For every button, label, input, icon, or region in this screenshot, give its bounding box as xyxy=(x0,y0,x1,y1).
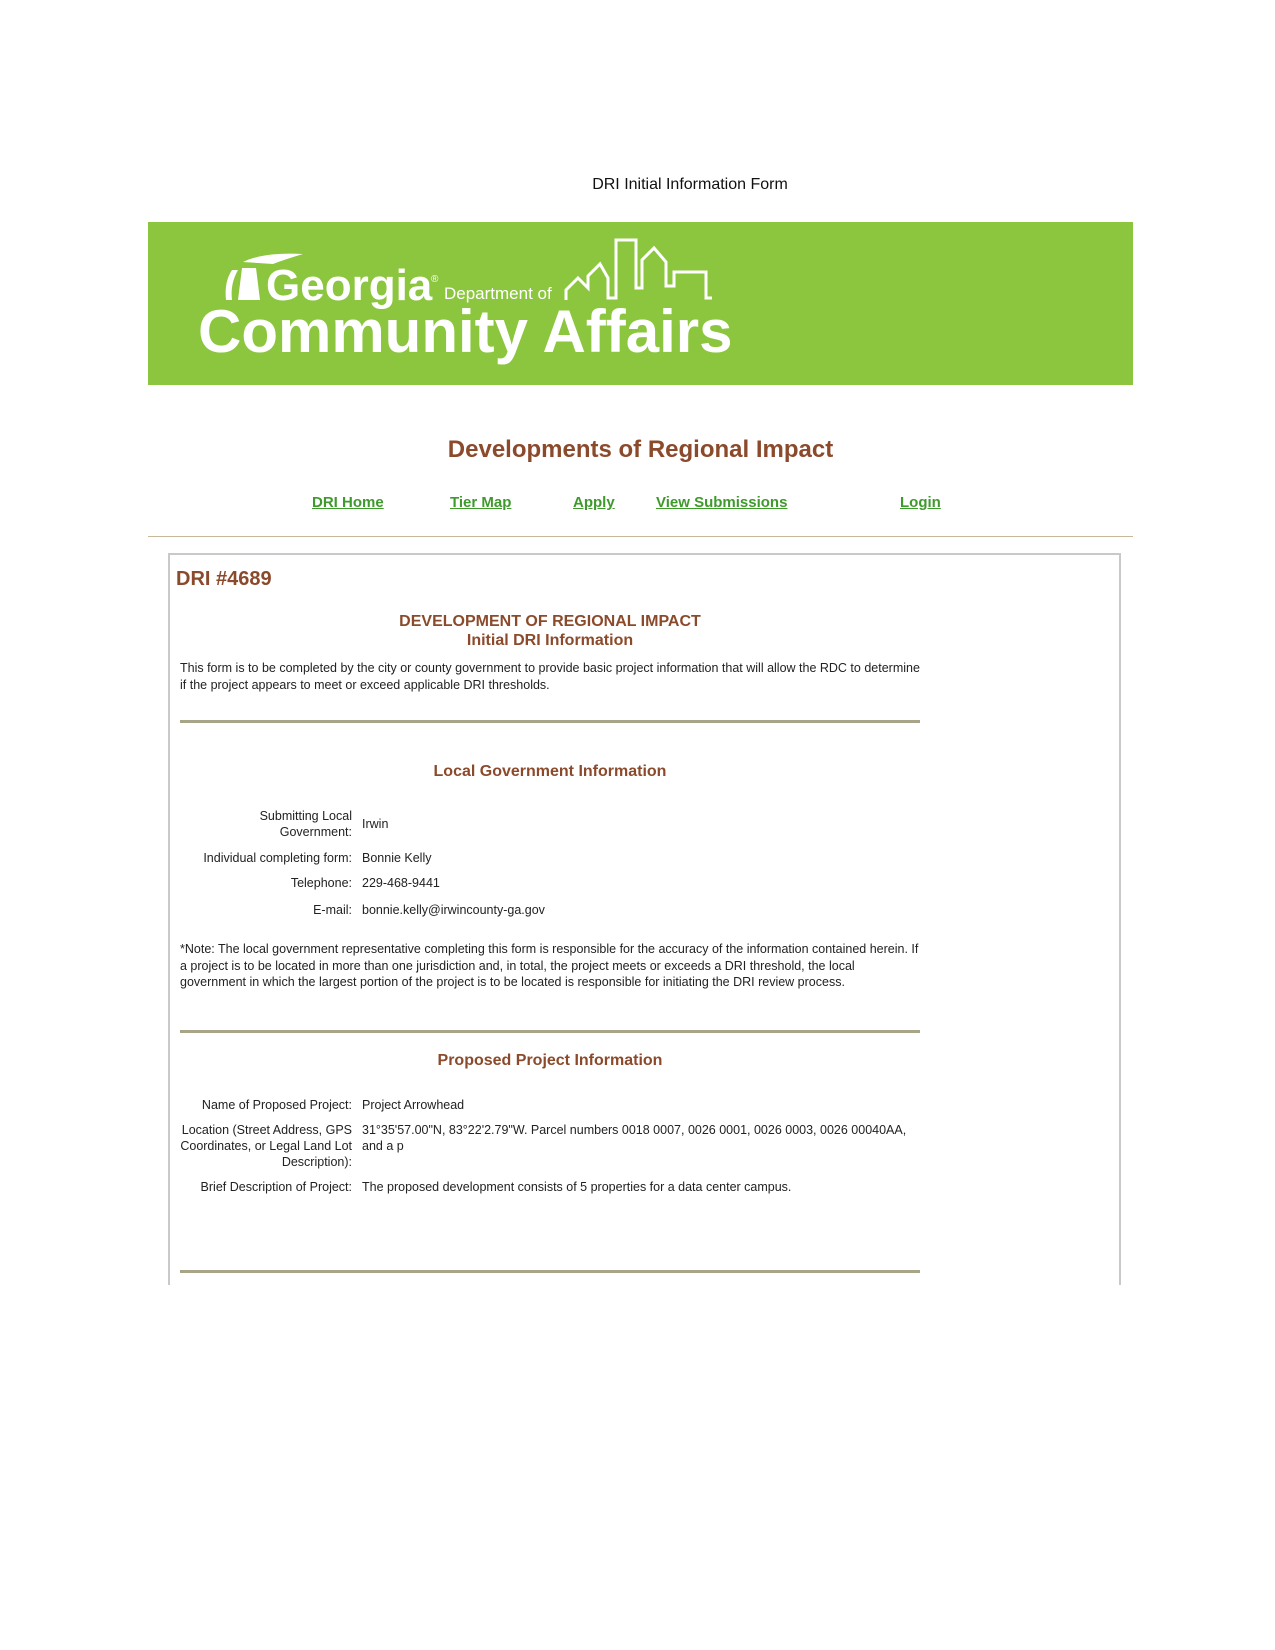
section-divider xyxy=(180,720,920,723)
value-location: 31°35'57.00"N, 83°22'2.79"W. Parcel numbers 0018 0007, 0026 0001, 0026 0003, 0026 00040AA, and a p xyxy=(362,1123,907,1153)
value-email: bonnie.kelly@irwincounty-ga.gov xyxy=(362,903,545,917)
section-heading-local-government: Local Government Information xyxy=(433,763,667,780)
divider xyxy=(148,536,1133,537)
label-email: E-mail: xyxy=(313,903,352,917)
dri-number: DRI #4689 xyxy=(176,568,272,590)
label-project-name: Name of Proposed Project: xyxy=(201,1098,352,1112)
svg-text:®: ® xyxy=(431,274,439,285)
page-title: Developments of Regional Impact xyxy=(447,436,834,463)
nav-dri-home[interactable]: DRI Home xyxy=(312,494,384,511)
nav-login[interactable]: Login xyxy=(900,494,941,511)
form-heading: DEVELOPMENT OF REGIONAL IMPACT xyxy=(399,613,701,630)
form-subheading: Initial DRI Information xyxy=(466,632,634,649)
label-submitting-government: Submitting Local Government: xyxy=(259,809,352,839)
label-description: Brief Description of Project: xyxy=(200,1180,352,1194)
document-title: DRI Initial Information Form xyxy=(592,176,788,193)
label-individual: Individual completing form: xyxy=(203,851,352,865)
nav-tier-map[interactable]: Tier Map xyxy=(450,494,512,511)
section-divider xyxy=(180,1270,920,1273)
nav-apply[interactable]: Apply xyxy=(573,494,615,511)
intro-text: This form is to be completed by the city or county government to provide basic project information that will allow the RDC to determine if the project appears to meet or exceed applicable DRI thresholds. xyxy=(180,661,920,692)
svg-text:Georgia: Georgia xyxy=(266,261,433,310)
dca-banner xyxy=(148,222,1133,385)
section-heading-project: Proposed Project Information xyxy=(437,1052,663,1069)
label-telephone: Telephone: xyxy=(290,876,352,890)
value-telephone: 229-468-9441 xyxy=(362,876,440,890)
section-divider xyxy=(180,1030,920,1033)
svg-text:Community Affairs: Community Affairs xyxy=(198,298,733,365)
nav-view-submissions[interactable]: View Submissions xyxy=(656,494,788,511)
value-submitting-government: Irwin xyxy=(362,817,389,831)
value-project-name: Project Arrowhead xyxy=(362,1098,465,1112)
note-text: *Note: The local government representative completing this form is responsible for the accuracy of the information contained herein. If a project is to be located in more than one jurisdiction and, in total, the project meets or exceeds a DRI threshold, the local government in which the largest portion of the project is to be located is responsible for initiating the DRI review process. xyxy=(180,942,919,989)
svg-text:Department of: Department of xyxy=(444,284,552,303)
label-location: Location (Street Address, GPS Coordinates, or Legal Land Lot Description): xyxy=(180,1123,352,1169)
dca-logo-icon xyxy=(148,222,1133,385)
value-description: The proposed development consists of 5 properties for a data center campus. xyxy=(362,1180,792,1194)
value-individual: Bonnie Kelly xyxy=(362,851,432,865)
